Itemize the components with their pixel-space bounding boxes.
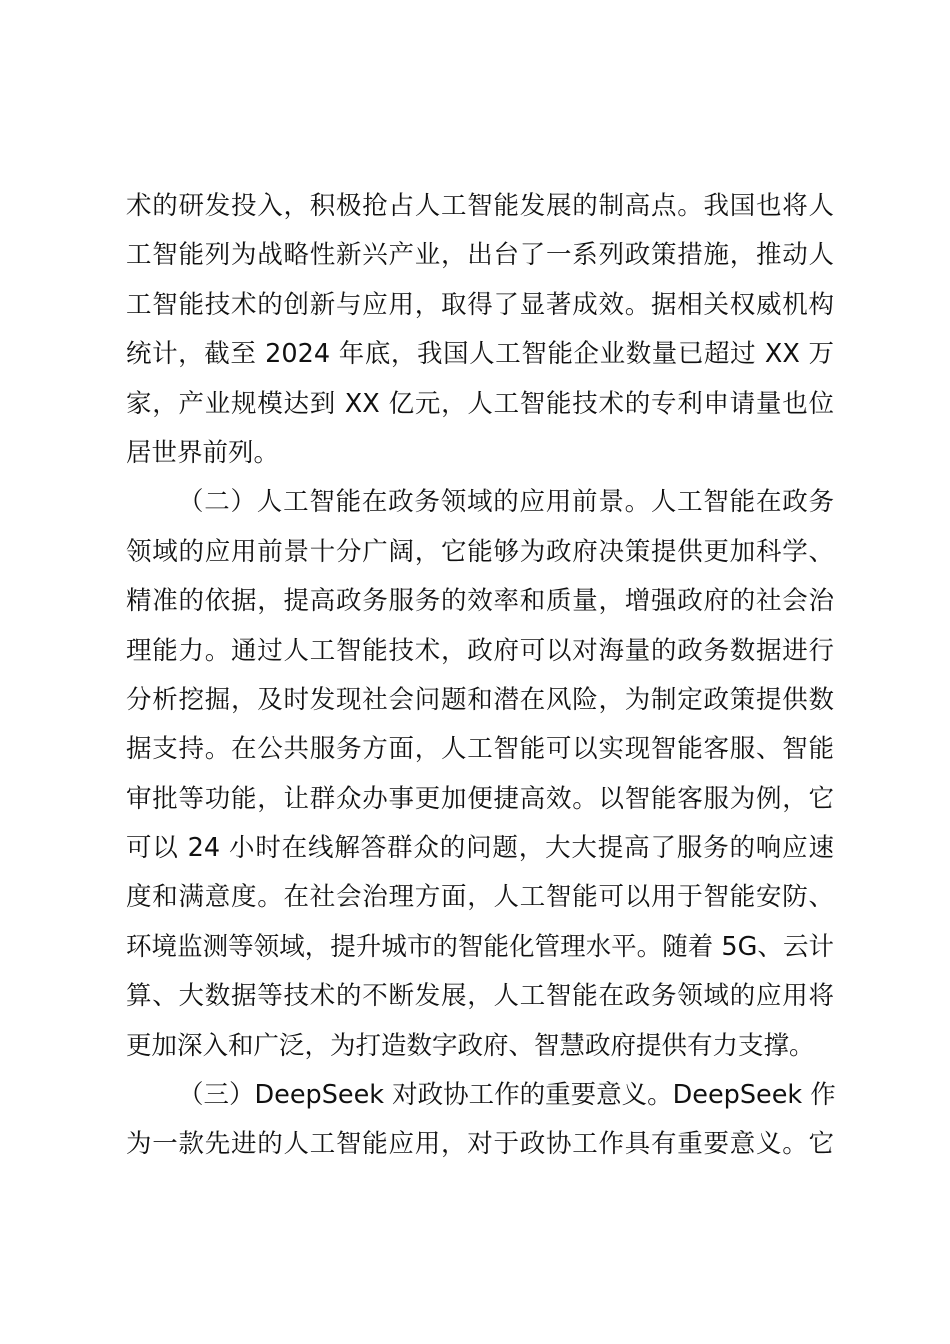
paragraph-line: 工智能列为战略性新兴产业，出台了一系列政策措施，推动人 (126, 240, 834, 271)
paragraph-line: 据支持。在公共服务方面，人工智能可以实现智能客服、智能 (126, 734, 834, 765)
paragraph-line: 可以 24 小时在线解答群众的问题，大大提高了服务的响应速 (126, 833, 834, 864)
paragraph-line: 环境监测等领域，提升城市的智能化管理水平。随着 5G、云计 (126, 931, 834, 962)
paragraph-3-deepseek-significance (126, 1071, 834, 1170)
paragraph-line: 理能力。通过人工智能技术，政府可以对海量的政务数据进行 (126, 635, 834, 666)
paragraph-line: 算、大数据等技术的不断发展，人工智能在政务领域的应用将 (126, 981, 834, 1012)
paragraph-line: 居世界前列。 (126, 437, 280, 468)
paragraph-line: 术的研发投入，积极抢占人工智能发展的制高点。我国也将人 (126, 191, 834, 221)
paragraph-2-ai-government-prospects (126, 478, 834, 1071)
section-heading-line: （二）人工智能在政务领域的应用前景。人工智能在政务 (178, 487, 834, 518)
paragraph-1 (126, 182, 834, 478)
paragraph-line: 领域的应用前景十分广阔，它能够为政府决策提供更加科学、 (126, 536, 834, 567)
paragraph-line: 精准的依据，提高政务服务的效率和质量，增强政府的社会治 (126, 586, 834, 617)
paragraph-line: 家，产业规模达到 XX 亿元，人工智能技术的专利申请量也位 (126, 388, 834, 419)
paragraph-line: 统计，截至 2024 年底，我国人工智能企业数量已超过 XX 万 (126, 339, 834, 370)
paragraph-line: 分析挖掘，及时发现社会问题和潜在风险，为制定政策提供数 (126, 684, 834, 715)
paragraph-line: 更加深入和广泛，为打造数字政府、智慧政府提供有力支撑。 (126, 1030, 815, 1061)
paragraph-line: 工智能技术的创新与应用，取得了显著成效。据相关权威机构 (126, 289, 834, 320)
paragraph-line: 审批等功能，让群众办事更加便捷高效。以智能客服为例，它 (126, 783, 834, 814)
section-heading-line: （三）DeepSeek 对政协工作的重要意义。DeepSeek 作 (178, 1080, 836, 1111)
paragraph-line: 度和满意度。在社会治理方面，人工智能可以用于智能安防、 (126, 882, 834, 913)
document-body (126, 182, 834, 1170)
paragraph-line: 为一款先进的人工智能应用，对于政协工作具有重要意义。它 (126, 1129, 834, 1160)
